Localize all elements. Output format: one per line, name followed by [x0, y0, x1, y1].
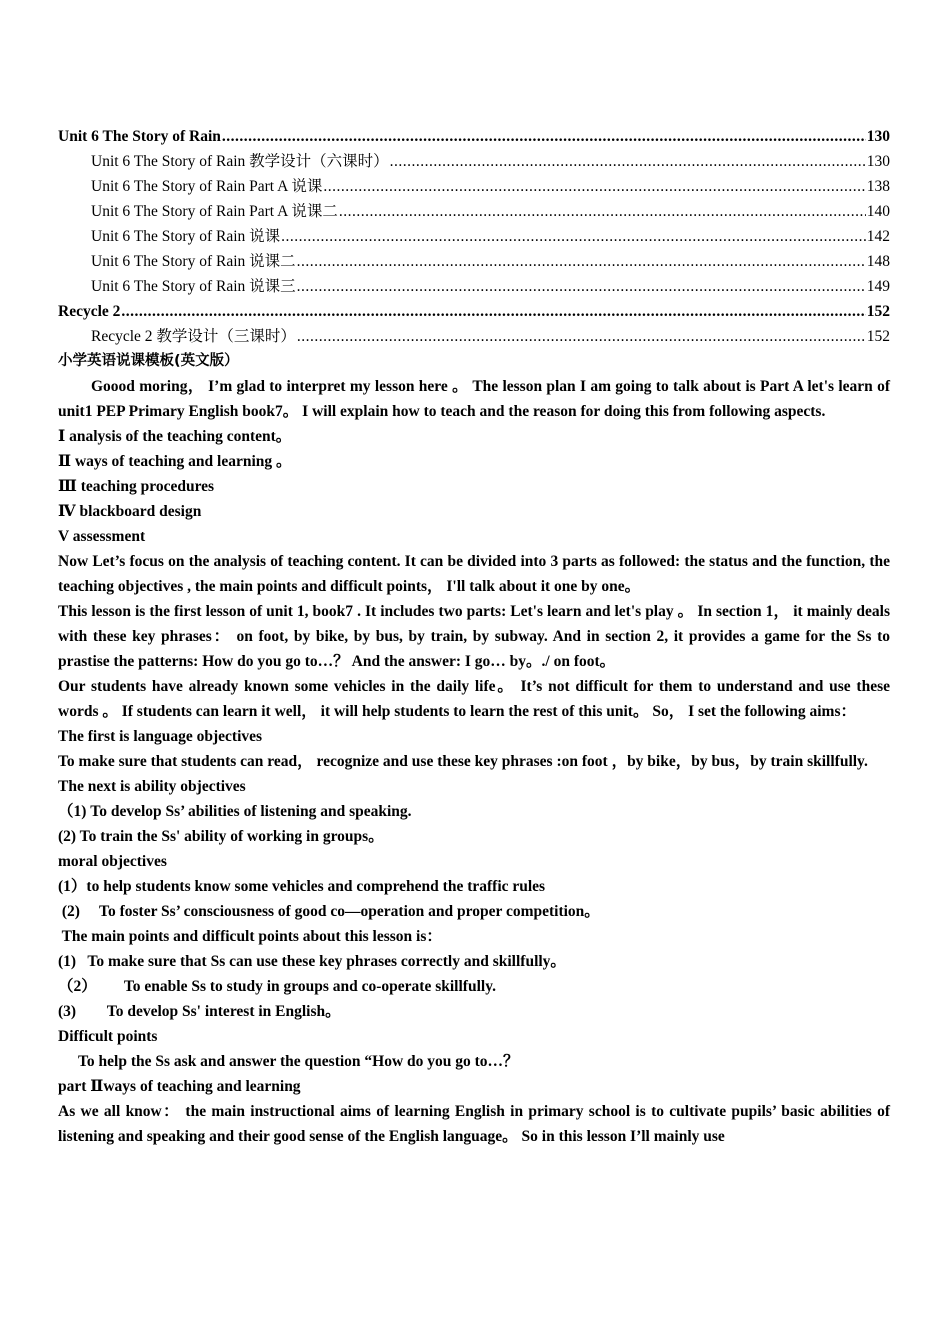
subheading: part Ⅱways of teaching and learning	[58, 1078, 301, 1095]
outline-item: Ⅱ ways of teaching and learning 。	[58, 453, 292, 470]
body-text	[58, 374, 890, 1149]
list-item: （2） To enable Ss to study in groups and co-operate skillfully.	[58, 978, 496, 995]
list-item: (2) To foster Ss’ consciousness of good co—operation and proper competition。	[58, 903, 600, 920]
subheading: The main points and difficult points about this lesson is：	[58, 928, 442, 945]
list-item: (2) To train the Ss' ability of working in groups。	[58, 828, 384, 845]
paragraph: As we all know： the main instructional aims of learning English in primary school is to cultivate pupils’ basic abilities of listening and speaking and their good sense of the English language。 So in this lesson I’ll mainly use	[58, 1103, 890, 1145]
subheading: The first is language objectives	[58, 728, 263, 745]
outline-item: Ⅰ analysis of the teaching content。	[58, 428, 292, 445]
outline-item: Ⅲ teaching procedures	[58, 478, 215, 495]
subheading: moral objectives	[58, 853, 167, 870]
list-item: (1）to help students know some vehicles and comprehend the traffic rules	[58, 878, 546, 895]
list-item: (1) To make sure that Ss can use these key phrases correctly and skillfully。	[58, 953, 566, 970]
subheading: Difficult points	[58, 1028, 158, 1045]
toc-entry[interactable]: Unit 6 The Story of Rain 教学设计（六课时） ..... 130	[58, 149, 890, 174]
toc-entry[interactable]: Unit 6 The Story of Rain Part A 说课二 ..... 140	[58, 199, 890, 224]
toc-entry[interactable]: Unit 6 The Story of Rain Part A 说课 ..... 138	[58, 174, 890, 199]
toc-entry[interactable]: Unit 6 The Story of Rain 说课 ..... 142	[58, 224, 890, 249]
toc-entry[interactable]: Unit 6 The Story of Rain 说课三 ..... 149	[58, 274, 890, 299]
subheading: The next is ability objectives	[58, 778, 246, 795]
paragraph: To make sure that students can read， recognize and use these key phrases :on foot ，by bike，by bus，by train skillfully.	[58, 753, 868, 770]
paragraph: Now Let’s focus on the analysis of teaching content. It can be divided into 3 parts as followed: the status and the function, the teaching objectives , the main points and difficult points， I'll talk about it one by one。	[58, 553, 890, 595]
paragraph: This lesson is the first lesson of unit 1, book7 . It includes two parts: Let's learn and let's play 。 In section 1， it mainly deals with these key phrases： on foot, by bike, by bus, by train, by subway. And in section 2, it provides a game for the Ss to prastise the patterns: How do you go to…？ And the answer: I go… by。./ on foot。	[58, 603, 890, 670]
list-item: (3) To develop Ss' interest in English。	[58, 1003, 341, 1020]
toc-entry[interactable]: Unit 6 The Story of Rain 说课二 ..... 148	[58, 249, 890, 274]
paragraph: Goood moring， I’m glad to interpret my lesson here 。 The lesson plan I am going to talk about is Part A let's learn of unit1 PEP Primary English book7。 I will explain how to teach and the reason for doing this from following aspects.	[58, 378, 890, 420]
table-of-contents	[58, 124, 890, 349]
paragraph: Our students have already known some vehicles in the daily life。 It’s not difficult for them to understand and use these words 。 If students can learn it well， it will help students to learn the rest of this unit。 So， I set the following aims：	[58, 678, 890, 720]
toc-entry[interactable]: Recycle 2 ..... 152	[58, 299, 890, 324]
paragraph: To help the Ss ask and answer the question “How do you go to…？	[78, 1053, 519, 1070]
list-item: （1) To develop Ss’ abilities of listening and speaking.	[58, 803, 412, 820]
page-content	[58, 124, 890, 1149]
toc-entry[interactable]: Recycle 2 教学设计（三课时） ..... 152	[58, 324, 890, 349]
toc-entry[interactable]: Unit 6 The Story of Rain ..... 130	[58, 124, 890, 149]
outline-item: Ⅳ blackboard design	[58, 503, 202, 520]
outline-item: V assessment	[58, 528, 146, 545]
section-heading: 小学英语说课模板(英文版）	[58, 353, 239, 369]
